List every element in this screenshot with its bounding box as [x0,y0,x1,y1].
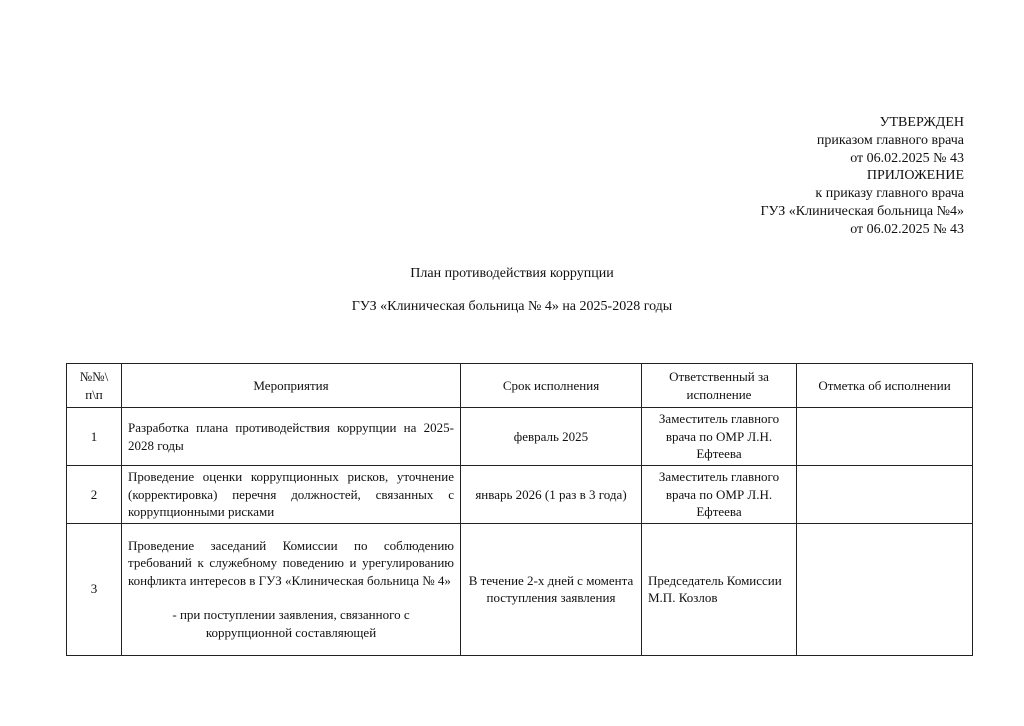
header-num: №№\ п\п [67,364,122,408]
row-activity: Разработка плана противодействия коррупции на 2025-2028 годы [122,408,461,466]
approval-line: УТВЕРЖДЕН [879,115,964,130]
header-mark: Отметка об исполнении [797,364,973,408]
row-mark [797,408,973,466]
row-num: 2 [67,466,122,524]
table-row [67,466,973,524]
row-mark [797,523,973,655]
approval-line: приказом главного врача [816,132,964,148]
plan-table [66,363,973,656]
approval-line: от 06.02.2025 № 43 [850,221,964,237]
table-row [67,408,973,466]
row-mark [797,466,973,524]
row-deadline: январь 2026 (1 раз в 3 года) [461,466,642,524]
approval-stamp [760,114,964,239]
row-responsible: Заместитель главного врача по ОМР Л.Н. Ефтеева [642,408,797,466]
approval-line: к приказу главного врача [815,186,964,202]
document-subtitle: ГУЗ «Клиническая больница № 4» на 2025-2028 годы [351,299,673,314]
table-header-row [67,364,973,408]
document-title: План противодействия коррупции [410,266,614,281]
row-responsible: Заместитель главного врача по ОМР Л.Н. Ефтеева [642,466,797,524]
header-responsible: Ответственный за исполнение [642,364,797,408]
row-activity: Проведение оценки коррупционных рисков, уточнение (корректировка) перечня должностей, связанных с коррупционными рисками [122,466,461,524]
approval-line: ГУЗ «Клиническая больница №4» [760,203,964,219]
row-activity-cell [122,523,461,655]
approval-line: от 06.02.2025 № 43 [850,150,964,166]
row-num: 1 [67,408,122,466]
row-activity: Проведение заседаний Комиссии по соблюдению требований к служебному поведению и урегулированию конфликта интересов в ГУЗ «Клиническая больница № 4» [128,537,454,588]
row-activity-condition: - при поступлении заявления, связанного с коррупционной составляющей [172,607,410,640]
table-row [67,523,973,655]
approval-line: ПРИЛОЖЕНИЕ [866,168,964,184]
row-num: 3 [67,523,122,655]
row-deadline: февраль 2025 [461,408,642,466]
header-deadline: Срок исполнения [461,364,642,408]
row-responsible: Председатель Комиссии М.П. Козлов [642,523,797,655]
header-activity: Мероприятия [122,364,461,408]
row-deadline: В течение 2-х дней с момента поступления заявления [461,523,642,655]
